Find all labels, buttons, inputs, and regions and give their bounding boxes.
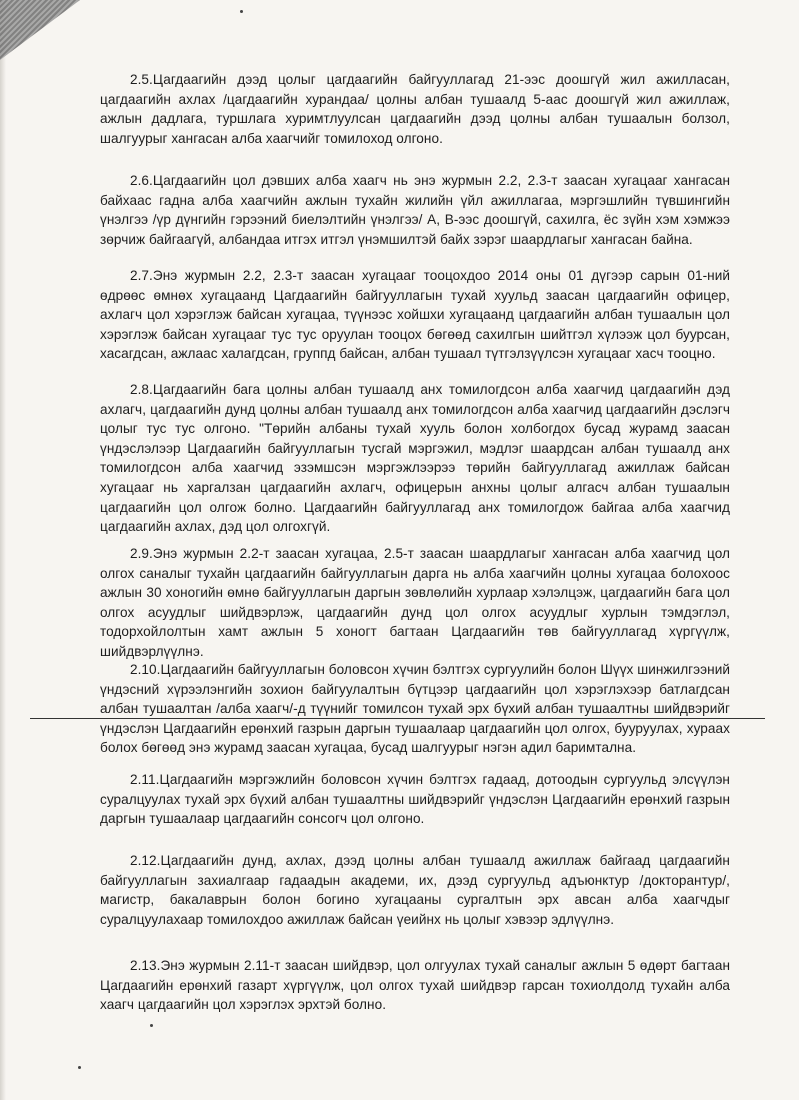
scan-speck xyxy=(150,1024,153,1027)
paragraph-2-6 xyxy=(100,171,730,249)
scan-corner-shadow xyxy=(0,0,80,60)
paragraph-text: 2.6.Цагдаагийн цол дэвших алба хаагч нь энэ журмын 2.2, 2.3-т заасан хугацааг хангасан байхаас гадна алба хаагчийн ажлын тухайн жилийн үйл ажиллагаа, мэргэшлийн түвшингийн үнэлгээ /үр дүнгийн гэрээний биелэлтийн үнэлгээ/ А, В-ээс доошгүй, сахилга, ёс зүйн хэм хэмжээ зөрчиж байгаагүй, албандаа итгэх итгэл үнэмшилтэй байх зэрэг шаардлагыг хангасан байна. xyxy=(100,173,730,247)
paragraph-2-9 xyxy=(100,544,730,662)
scan-speck xyxy=(78,1066,81,1069)
paragraph-2-5 xyxy=(100,70,730,148)
strikethrough-line xyxy=(30,718,765,719)
paragraph-2-13 xyxy=(100,956,730,1015)
paragraph-text: 2.8.Цагдаагийн бага цолны албан тушаалд анх томилогдсон алба хаагчид цагдаагийн дэд ахлагч, цагдаагийн дунд цолны албан тушаалд анх томилогдсон алба хаагчид цагдаагийн дэслэгч цолыг тус тус олгоно. "Төрийн албаны тухай хууль болон холбогдох бусад журамд заасан үндэслэлээр Цагдаагийн байгууллагын тусгай мэргэжил, мэдлэг шаардсан албан тушаалд анх томилогдсон алба хаагчид эзэмшсэн мэргэжлээрээ төрийн байгууллагад ажиллаж байсан хугацааг нь харгалзан цагдаагийн ахлагч, офицерын анхны цолыг алгасч албан тушаалын цагдаагийн цол олгож болно. Цагдаагийн байгууллагад анх томилогдож байгаа алба хаагчид цагдаагийн ахлах, дэд цол олгохгүй. xyxy=(100,382,730,535)
paragraph-text: 2.11.Цагдаагийн мэргэжлийн боловсон хүчин бэлтгэх гадаад, дотоодын сургуульд элсүүлэн суралцуулах тухай эрх бүхий албан тушаалтны шийдвэрийг үндэслэн Цагдаагийн ерөнхий газрын даргын тушаалаар цагдаагийн сонсогч цол олгоно. xyxy=(100,772,730,827)
paragraph-text: 2.10.Цагдаагийн байгууллагын боловсон хүчин бэлтгэх сургуулийн болон Шүүх шинжилгээний үндэсний хүрээлэнгийн зохион байгуулалтын бүтцээр цагдаагийн цол хэрэглэхээр батлагдсан албан тушаалтан /алба хаагч/-д түүнийг томилсон тухай эрх бүхий албан тушаалтны шийдвэрийг үндэслэн Цагдаагийн ерөнхий газрын даргын тушаалаар цагдаагийн цол олгох, бууруулах, хураах болох бөгөөд энэ журамд заасан хугацаа, бусад шалгуурыг нэгэн адил баримтална. xyxy=(100,662,730,756)
scan-speck xyxy=(240,10,243,13)
paragraph-2-11 xyxy=(100,770,730,829)
paragraph-2-8 xyxy=(100,380,730,537)
paragraph-2-7 xyxy=(100,266,730,364)
paragraph-text: 2.12.Цагдаагийн дунд, ахлах, дээд цолны албан тушаалд ажиллаж байгаад цагдаагийн байгууллагын захиалгаар гадаадын академи, их, дээд сургуульд адъюнктур /докторантур/, магистр, бакалаврын болон богино хугацааны сургалтын эрх авсан алба хаагчдыг суралцуулахаар томилохдоо ажиллаж байсан үеийнх нь цолыг хэвээр эдлүүлнэ. xyxy=(100,853,730,927)
paragraph-text: 2.13.Энэ журмын 2.11-т заасан шийдвэр, цол олгуулах тухай саналыг ажлын 5 өдөрт багтаан Цагдаагийн ерөнхий газарт хүргүүлж, цол олгох тухай шийдвэр гарсан тохиолдолд тухайн алба хаагч цагдаагийн цол хэрэглэх эрхтэй болно. xyxy=(100,958,730,1013)
paragraph-text: 2.7.Энэ журмын 2.2, 2.3-т заасан хугацааг тооцохдоо 2014 оны 01 дүгээр сарын 01-ний өдрөөс өмнөх хугацаанд Цагдаагийн байгууллагын тухай хуульд заасан цагдаагийн офицер, ахлагч цол хэрэглэж байсан хугацаа, түүнээс хойшхи хугацаанд цагдаагийн албан тушаалын цол хэрэглэж байсан хугацааг тус тус оруулан тооцох бөгөөд сахилгын шийтгэл хүлээж цол буурсан, хасагдсан, ажлаас халагдсан, группд байсан, албан тушаал түтгэлзүүлсэн хугацааг хасч тооцно. xyxy=(100,268,730,362)
paragraph-2-10 xyxy=(100,660,730,758)
paragraph-2-12 xyxy=(100,851,730,929)
paragraph-text: 2.5.Цагдаагийн дээд цолыг цагдаагийн байгууллагад 21-ээс доошгүй жил ажилласан, цагдаагийн ахлах /цагдаагийн хурандаа/ цолны албан тушаалд 5-аас доошгүй жил ажиллаж, ажлын дадлага, туршлага хуримтлуулсан цагдаагийн дээд цолны албан тушаалын болзол, шалгуурыг хангасан алба хаагчийг томилоход олгоно. xyxy=(100,72,730,146)
paragraph-text: 2.9.Энэ журмын 2.2-т заасан хугацаа, 2.5-т заасан шаардлагыг хангасан алба хаагчид цол олгох саналыг тухайн цагдаагийн байгууллагын дарга нь алба хаагчийн цолны хугацаа болохоос ажлын 30 хоногийн өмнө байгууллагын даргын зөвлөлийн хурлаар хэлэлцэж, цагдаагийн бага цол олгох асуудлыг шийдвэрлэж, цагдаагийн дунд цол олгох асуудлыг хурлын тэмдэглэл, тодорхойлолтын хамт ажлын 5 хоногт багтаан Цагдаагийн төв байгууллагад хүргүүлж, шийдвэрлүүлнэ. xyxy=(100,546,730,659)
page-edge-shadow xyxy=(0,0,6,1100)
